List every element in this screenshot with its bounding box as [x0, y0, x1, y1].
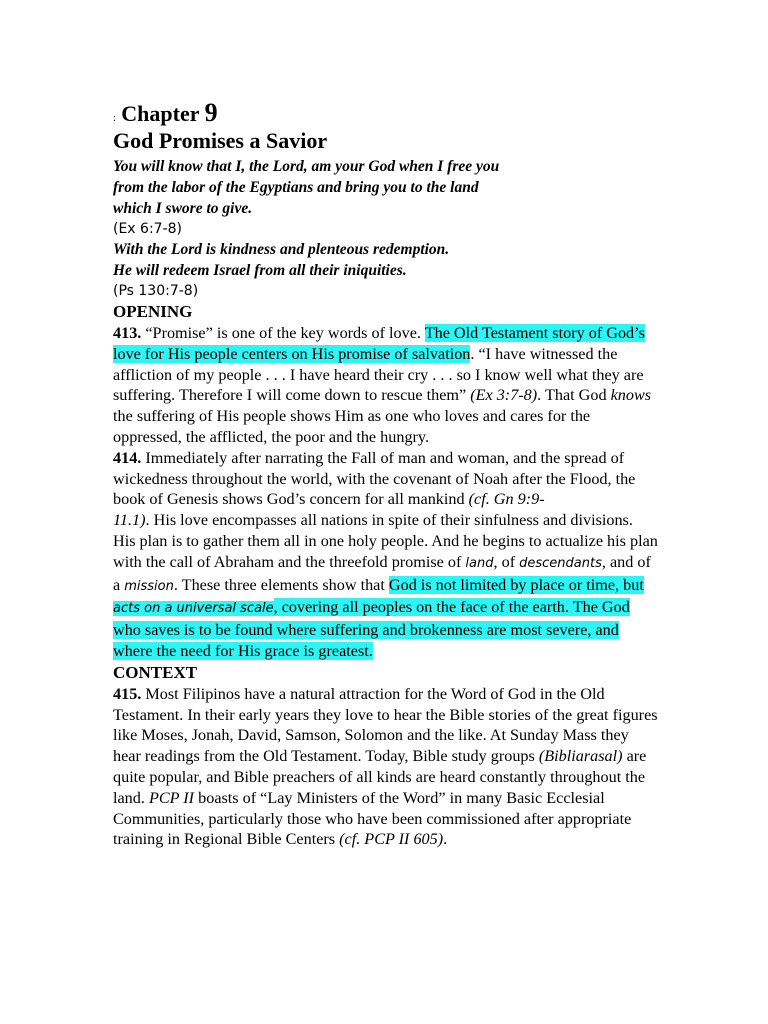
citation: (cf. Gn 9:9- — [468, 490, 545, 509]
epigraph-line: which I swore to give. — [113, 200, 253, 217]
text-run: . These three elements show that — [173, 575, 389, 594]
text-run: Most Filipinos have a natural attraction for the Word of God in the Old Testament. In their early years they love to hear the Bible stories of the great figures like Moses, Jonah, David, Samson, Solomon and the like. At Sunday Mass they hear readings from the Old Testament. Today, Bible study groups — [113, 684, 658, 766]
epigraph-1-reference: (Ex 6:7-8) — [113, 221, 182, 237]
emphasis: PCP II — [148, 788, 195, 807]
paragraph-415 — [113, 684, 658, 850]
epigraph-line: With the Lord is kindness and plenteous redemption. — [113, 241, 450, 258]
chapter-number: 9 — [204, 98, 218, 127]
text-run: . That God — [537, 386, 611, 405]
epigraph-line: from the labor of the Egyptians and bring you to the land — [113, 179, 479, 196]
text-run: . His love encompasses all nations in spite of their sinfulness and divisions. His plan is to gather them all in one holy people. And he begins to actualize his plan with the call of Abraham and the threefold promise of — [113, 511, 658, 571]
text-run: . “I have witnessed the affliction of my people . . . I have heard their cry . . . so I know well what they are suffering. Therefore I will come down to rescue them” — [113, 344, 644, 405]
highlighted-text: God is not limited by place or time, but — [388, 575, 644, 594]
document-page — [113, 100, 658, 850]
paragraph-414 — [113, 448, 658, 662]
text-run: are quite popular, and Bible preachers of all kinds are heard constantly throughout the land. — [113, 747, 647, 807]
context-heading: CONTEXT — [113, 662, 198, 682]
emphasis: (Bibliarasal) — [538, 747, 623, 766]
highlighted-text: The Old Testament story of God’s love for His people centers on His promise of salvation — [113, 324, 645, 363]
chapter-label: Chapter — [121, 101, 200, 126]
chapter-title: God Promises a Savior — [113, 128, 328, 153]
paragraph-number: 413. — [113, 324, 142, 342]
epigraph-line: He will redeem Israel from all their iniquities. — [113, 262, 407, 279]
emphasis: knows — [610, 386, 652, 405]
emphasis: mission — [124, 578, 174, 594]
emphasis: descendants — [519, 555, 602, 571]
epigraph-1 — [113, 156, 658, 219]
highlighted-text: , covering all peoples on the face of the earth. The God who saves is to be found where suffering and brokenness are most severe, and where the need for His grace is greatest. — [113, 598, 630, 660]
paragraph-number: 414. — [113, 448, 142, 467]
epigraph-line: You will know that I, the Lord, am your God when I free you — [113, 158, 500, 175]
text-run: the suffering of His people shows Him as one who loves and cares for the oppressed, the afflicted, the poor and the hungry. — [113, 407, 591, 446]
epigraph-2 — [113, 239, 658, 281]
text-run: . — [443, 830, 448, 849]
text-run: , and of a — [113, 552, 651, 594]
citation: (Ex 3:7-8) — [470, 386, 538, 405]
text-run: , of — [493, 552, 520, 571]
citation: 11.1) — [113, 511, 146, 530]
text-run: “Promise” is one of the key words of love. — [141, 324, 425, 342]
highlighted-emphasis: acts on a universal scale — [113, 601, 274, 617]
text-run: Immediately after narrating the Fall of man and woman, and the spread of wickedness throughout the world, with the covenant of Noah after the Flood, the book of Genesis shows God’s concern for all mankind — [113, 448, 636, 509]
paragraph-413 — [113, 323, 658, 448]
text-run: boasts of “Lay Ministers of the Word” in many Basic Ecclesial Communities, particularly those who have been commissioned after appropriate training in Regional Bible Centers — [113, 788, 632, 849]
paragraph-number: 415. — [113, 684, 142, 703]
epigraph-2-reference: (Ps 130:7-8) — [113, 283, 199, 299]
emphasis: land — [465, 555, 494, 571]
chapter-prefix: : — [113, 113, 116, 124]
opening-heading: OPENING — [113, 302, 193, 321]
chapter-heading — [113, 100, 658, 126]
citation: (cf. PCP II 605) — [339, 830, 444, 849]
